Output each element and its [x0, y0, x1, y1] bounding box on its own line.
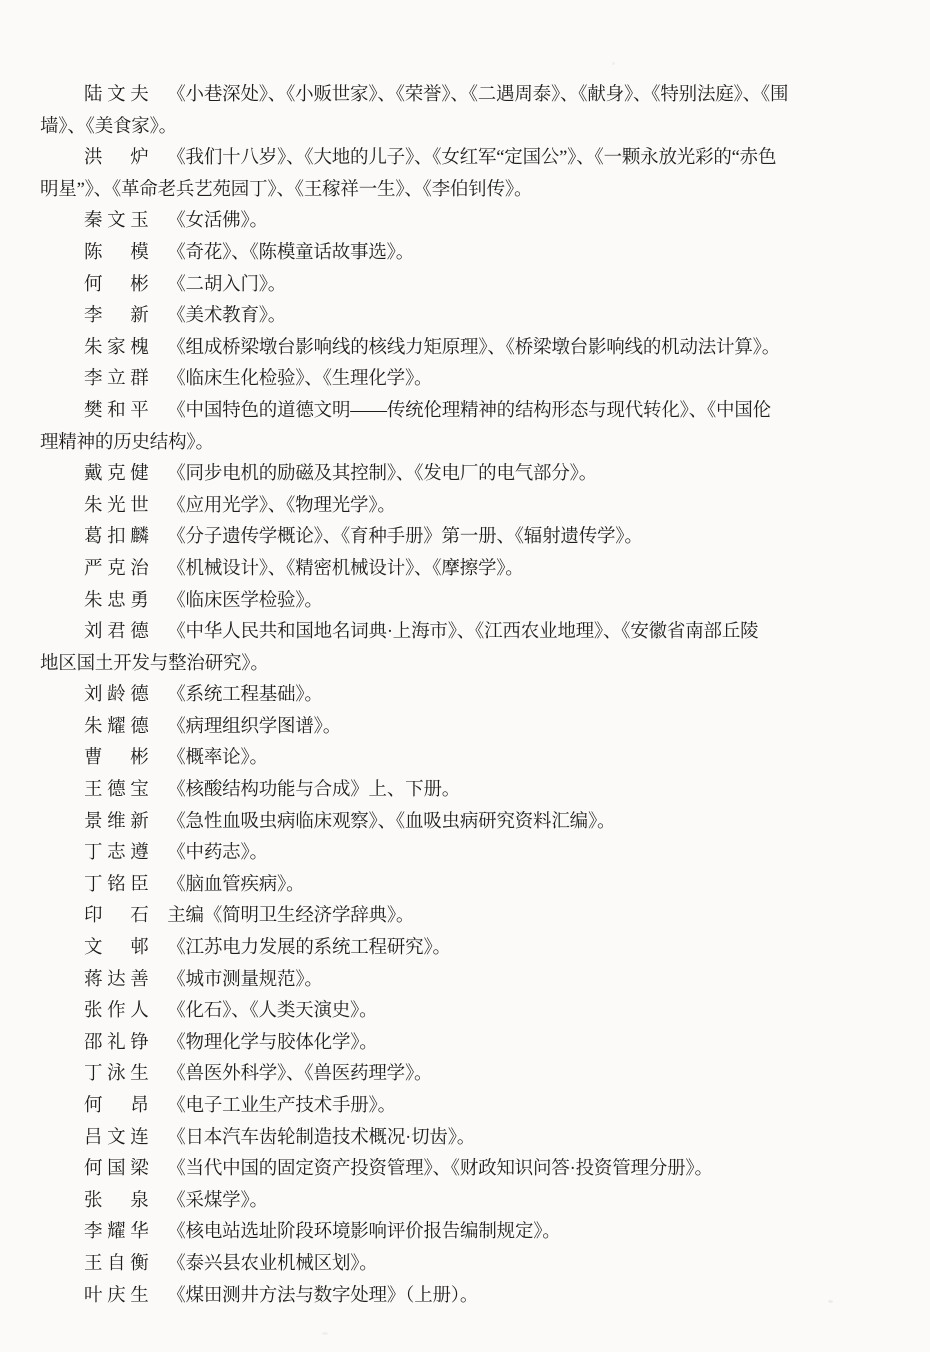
works-text: 《江苏电力发展的系统工程研究》。 — [167, 938, 451, 959]
bibliography-entry — [40, 1281, 896, 1313]
author-name: 刘君德 — [84, 622, 149, 643]
works-text: 《我们十八岁》、《大地的儿子》、《女红军“定国公”》、《一颗永放光彩的“赤色 — [167, 148, 777, 169]
works-text: 《核酸结构功能与合成》上、下册。 — [167, 780, 461, 801]
author-name: 戴克健 — [84, 464, 149, 485]
bibliography-entry — [40, 1028, 896, 1060]
author-name: 刘龄德 — [84, 685, 149, 706]
bibliography-entry — [40, 996, 896, 1028]
author-name: 朱耀德 — [84, 716, 149, 737]
entry-line — [40, 965, 896, 997]
scan-speck — [108, 1232, 112, 1235]
scan-speck — [612, 62, 615, 65]
bibliography-entry — [40, 206, 896, 238]
entry-line — [40, 333, 896, 365]
entry-line — [40, 396, 896, 428]
author-name: 张泉 — [84, 1190, 149, 1211]
bibliography-entry — [40, 238, 896, 270]
works-continuation: 墙》、《美食家》。 — [40, 116, 177, 137]
author-name: 朱家槐 — [84, 337, 149, 358]
author-name: 印石 — [84, 906, 149, 927]
entry-line — [40, 1281, 896, 1313]
works-text: 《美术教育》。 — [167, 306, 287, 327]
works-text: 《机械设计》、《精密机械设计》、《摩擦学》。 — [167, 558, 524, 579]
entry-line — [40, 238, 896, 270]
author-name: 李新 — [84, 306, 149, 327]
entry-line — [40, 80, 896, 112]
author-name: 张作人 — [84, 1001, 149, 1022]
author-name: 吕文连 — [84, 1127, 149, 1148]
works-text: 《中药志》。 — [167, 843, 268, 864]
works-text: 《临床生化检验》、《生理化学》。 — [167, 369, 433, 390]
entry-line — [40, 364, 896, 396]
bibliography-entry — [40, 396, 896, 459]
author-name: 邵礼铮 — [84, 1032, 149, 1053]
author-name: 王德宝 — [84, 780, 149, 801]
bibliography-entry — [40, 1217, 896, 1249]
entry-line — [40, 1091, 896, 1123]
bibliography-entry — [40, 901, 896, 933]
works-text: 《二胡入门》。 — [167, 274, 287, 295]
entry-line — [40, 933, 896, 965]
author-name: 景维新 — [84, 811, 149, 832]
works-text: 《急性血吸虫病临床观察》、《血吸虫病研究资料汇编》。 — [167, 811, 616, 832]
works-text: 《临床医学检验》。 — [167, 590, 323, 611]
author-name: 丁铭臣 — [84, 874, 149, 895]
scan-speck — [828, 1300, 833, 1303]
author-name: 何彬 — [84, 274, 149, 295]
entry-line — [40, 554, 896, 586]
bibliography-entry — [40, 491, 896, 523]
entry-line — [40, 617, 896, 649]
works-continuation: 理精神的历史结构》。 — [40, 432, 214, 453]
works-continuation: 明星”》、《革命老兵艺苑园丁》、《王稼祥一生》、《李伯钊传》。 — [40, 179, 533, 200]
entry-line — [40, 807, 896, 839]
works-text: 主编《简明卫生经济学辞典》。 — [167, 906, 415, 927]
bibliography-entry — [40, 680, 896, 712]
bibliography-entry — [40, 870, 896, 902]
author-name: 蒋达善 — [84, 969, 149, 990]
author-name: 丁志遵 — [84, 843, 149, 864]
works-text: 《同步电机的励磁及其控制》、《发电厂的电气部分》。 — [167, 464, 598, 485]
entry-line — [40, 522, 896, 554]
bibliography-entry — [40, 364, 896, 396]
works-text: 《应用光学》、《物理光学》。 — [167, 495, 396, 516]
bibliography-entry — [40, 617, 896, 680]
entry-line — [40, 1059, 896, 1091]
entry-line — [40, 838, 896, 870]
works-text: 《病理组织学图谱》。 — [167, 716, 342, 737]
entry-line — [40, 1217, 896, 1249]
bibliography-entry — [40, 270, 896, 302]
bibliography-entry — [40, 586, 896, 618]
author-name: 丁泳生 — [84, 1064, 149, 1085]
bibliography-entry — [40, 1123, 896, 1155]
entry-line — [40, 1186, 896, 1218]
bibliography-entry — [40, 712, 896, 744]
entry-line — [40, 743, 896, 775]
entry-line — [40, 1028, 896, 1060]
bibliography-entry — [40, 554, 896, 586]
entry-line — [40, 459, 896, 491]
works-text: 《分子遗传学概论》、《育种手册》第一册、《辐射遗传学》。 — [167, 527, 643, 548]
bibliography-entry — [40, 1186, 896, 1218]
bibliography-entry — [40, 80, 896, 143]
entry-line — [40, 143, 896, 175]
works-text: 《煤田测井方法与数字处理》（上册）。 — [167, 1285, 479, 1306]
author-name: 朱光世 — [84, 495, 149, 516]
entry-line — [40, 996, 896, 1028]
works-text: 《系统工程基础》。 — [167, 685, 323, 706]
bibliography-entry — [40, 1059, 896, 1091]
author-name: 严克治 — [84, 558, 149, 579]
works-text: 《物理化学与胶体化学》。 — [167, 1032, 378, 1053]
bibliography-entry — [40, 1249, 896, 1281]
author-name: 樊和平 — [84, 400, 149, 421]
works-text: 《日本汽车齿轮制造技术概况·切齿》。 — [167, 1127, 476, 1148]
bibliography-entry — [40, 838, 896, 870]
works-text: 《当代中国的固定资产投资管理》、《财政知识问答·投资管理分册》。 — [167, 1159, 713, 1180]
author-name: 文邨 — [84, 938, 149, 959]
bibliography-entry — [40, 333, 896, 365]
author-name: 李立群 — [84, 369, 149, 390]
entry-line — [40, 301, 896, 333]
author-name: 叶庆生 — [84, 1285, 149, 1306]
works-text: 《脑血管疾病》。 — [167, 874, 305, 895]
author-name: 葛扣麟 — [84, 527, 149, 548]
entry-line — [40, 870, 896, 902]
bibliography-entry — [40, 1091, 896, 1123]
entries-list — [40, 80, 896, 1312]
entry-line — [40, 206, 896, 238]
works-text: 《女活佛》。 — [167, 211, 268, 232]
works-text: 《城市测量规范》。 — [167, 969, 323, 990]
works-text: 《兽医外科学》、《兽医药理学》。 — [167, 1064, 433, 1085]
works-text: 《中国特色的道德文明——传统伦理精神的结构形态与现代转化》、《中国伦 — [167, 400, 771, 421]
author-name: 朱忠勇 — [84, 590, 149, 611]
bibliography-entry — [40, 522, 896, 554]
author-name: 李耀华 — [84, 1222, 149, 1243]
author-name: 曹彬 — [84, 748, 149, 769]
works-text: 《小巷深处》、《小贩世家》、《荣誉》、《二遇周泰》、《献身》、《特别法庭》、《围 — [167, 85, 789, 105]
author-name: 陆文夫 — [84, 85, 149, 105]
bibliography-entry — [40, 743, 896, 775]
works-text: 《核电站选址阶段环境影响评价报告编制规定》。 — [167, 1222, 561, 1243]
author-name: 何昂 — [84, 1096, 149, 1116]
works-text: 《采煤学》。 — [167, 1190, 268, 1211]
entry-line — [40, 775, 896, 807]
bibliography-entry — [40, 965, 896, 997]
entry-line — [40, 491, 896, 523]
works-text: 《泰兴县农业机械区划》。 — [167, 1253, 378, 1274]
works-continuation: 地区国土开发与整治研究》。 — [40, 653, 269, 674]
author-name: 秦文玉 — [84, 211, 149, 232]
bibliography-entry — [40, 933, 896, 965]
bibliography-entry — [40, 807, 896, 839]
scan-speck — [322, 1332, 328, 1335]
bibliography-entry — [40, 301, 896, 333]
entry-line — [40, 1154, 896, 1186]
works-text: 《奇花》、《陈模童话故事选》。 — [167, 242, 415, 263]
works-text: 《化石》、《人类天演史》。 — [167, 1001, 378, 1022]
bibliography-entry — [40, 143, 896, 206]
author-name: 王自衡 — [84, 1253, 149, 1274]
bibliography-entry — [40, 1154, 896, 1186]
author-name: 陈模 — [84, 242, 149, 263]
bibliography-entry — [40, 775, 896, 807]
author-name: 洪炉 — [84, 148, 149, 169]
entry-line — [40, 901, 896, 933]
entry-line — [40, 1123, 896, 1155]
entry-line — [40, 586, 896, 618]
author-name: 何国梁 — [84, 1159, 149, 1180]
entry-line — [40, 1249, 896, 1281]
bibliography-entry — [40, 459, 896, 491]
works-text: 《组成桥梁墩台影响线的核线力矩原理》、《桥梁墩台影响线的机动法计算》。 — [167, 337, 781, 358]
entry-line — [40, 712, 896, 744]
entry-line — [40, 270, 896, 302]
works-text: 《中华人民共和国地名词典·上海市》、《江西农业地理》、《安徽省南部丘陵 — [167, 622, 759, 643]
works-text: 《电子工业生产技术手册》。 — [167, 1096, 396, 1116]
works-text: 《概率论》。 — [167, 748, 268, 769]
entry-line — [40, 680, 896, 712]
